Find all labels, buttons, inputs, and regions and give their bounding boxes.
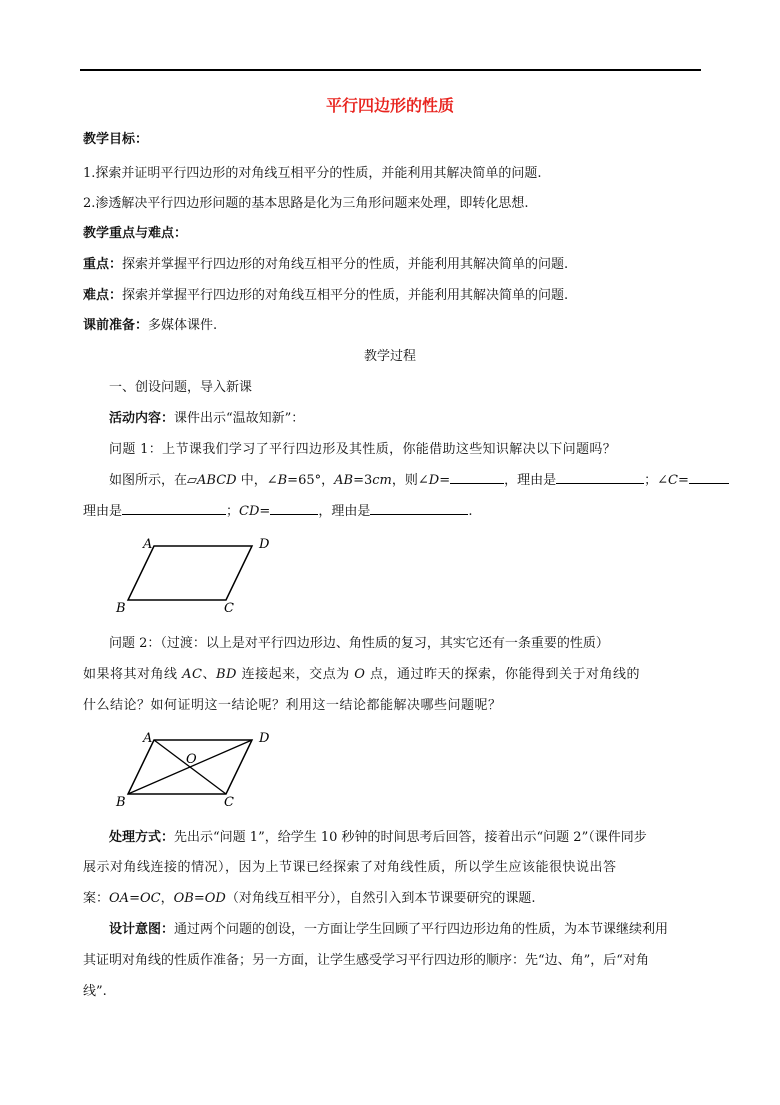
focus-line	[83, 253, 568, 272]
q1-text: =	[439, 473, 451, 488]
q1-line-1: 问题 1：上节课我们学习了平行四边形及其性质，你能借助这些知识解决以下问题吗？	[109, 442, 617, 457]
q1-text: 理由是	[83, 504, 123, 519]
intent-text-1: 通过两个问题的创设，一方面让学生回顾了平行四边形边角的性质，为本节课继续利用	[174, 922, 669, 937]
q1-text: =3	[353, 473, 373, 488]
activity-label: 活动内容：	[109, 411, 175, 426]
prep-label: 课前准备：	[83, 318, 149, 333]
focus-label: 重点：	[83, 257, 123, 272]
q1-cd: CD	[239, 504, 260, 519]
parallelogram-abcd	[128, 546, 252, 600]
method-line-3	[83, 887, 535, 906]
q1-line-3	[83, 500, 472, 519]
q1-text: ；	[226, 504, 240, 519]
vertex-label-a: A	[143, 731, 153, 746]
q1-angle-c: ∠C	[657, 473, 678, 488]
method-label: 处理方式：	[109, 830, 175, 845]
q2-text: 点，通过昨天的探索，你能得到关于对角线的	[365, 667, 641, 682]
q1-parallelogram: ▱ABCD	[187, 473, 237, 488]
method-text: （对角线互相平分），自然引入到本节课要研究的课题.	[225, 891, 536, 906]
intent-line-3: 线”.	[83, 984, 107, 999]
goal-item-2: 2.渗透解决平行四边形问题的基本思路是化为三角形问题来处理，即转化思想.	[83, 196, 529, 211]
activity-line	[109, 407, 304, 426]
method-text: =	[193, 891, 205, 906]
focus-text: 探索并掌握平行四边形的对角线互相平分的性质，并能利用其解决简单的问题.	[122, 257, 569, 272]
diagonal-bd	[128, 740, 252, 794]
header-rule	[80, 69, 701, 71]
difficulty-line	[83, 284, 568, 303]
q2-o: O	[354, 667, 366, 682]
q1-text: =	[677, 473, 689, 488]
method-line-1	[109, 826, 647, 845]
q1-text: ，理由是	[318, 504, 371, 519]
vertex-label-b: B	[116, 795, 126, 810]
difficulty-label: 难点：	[83, 288, 123, 303]
goal-item-1: 1.探索并证明平行四边形的对角线互相平分的性质，并能利用其解决简单的问题.	[83, 166, 542, 181]
q1-text: 中，	[236, 473, 267, 488]
vertex-label-d: D	[259, 537, 270, 552]
q2-line-1: 问题 2：（过渡：以上是对平行四边形边、角性质的复习，其实它还有一条重要的性质）	[109, 636, 609, 651]
intersection-label-o: O	[186, 752, 197, 767]
q1-angle-d: ∠D	[417, 473, 440, 488]
answer-blank-cd[interactable]	[270, 501, 318, 515]
q1-text: 如图所示，在	[109, 473, 188, 488]
page-title: 平行四边形的性质	[325, 96, 454, 115]
process-heading: 教学过程	[363, 349, 416, 364]
q2-ac: AC	[182, 667, 203, 682]
q1-text: ，理由是	[504, 473, 557, 488]
q1-unit: cm	[372, 473, 392, 488]
q1-line-2	[109, 469, 729, 488]
answer-blank-reason-2[interactable]	[122, 501, 226, 515]
vertex-label-c: C	[224, 795, 234, 810]
q1-angle-b: ∠B	[266, 473, 288, 488]
difficulty-text: 探索并掌握平行四边形的对角线互相平分的性质，并能利用其解决简单的问题.	[122, 288, 569, 303]
method-ob: OB	[173, 891, 194, 906]
q1-text: ；	[644, 473, 658, 488]
q2-text: 连接起来，交点为	[236, 667, 355, 682]
goals-heading: 教学目标：	[83, 132, 149, 147]
key-heading: 教学重点与难点：	[83, 226, 188, 241]
q1-ab: AB	[334, 473, 354, 488]
intent-line-2: 其证明对角线的性质作准备；另一方面，让学生感受学习平行四边形的顺序：先“边、角”，后“对角	[83, 953, 649, 968]
answer-blank-angle-c[interactable]	[689, 470, 729, 484]
vertex-label-a: A	[143, 537, 153, 552]
parallelogram-figure-1	[110, 532, 280, 616]
vertex-label-d: D	[259, 731, 270, 746]
q1-text: =	[259, 504, 271, 519]
parallelogram-figure-2	[110, 726, 280, 810]
q2-bd: BD	[216, 667, 237, 682]
q1-text: ，则	[391, 473, 418, 488]
vertex-label-c: C	[224, 601, 234, 616]
q1-text: =65°，	[287, 473, 335, 488]
method-text: =	[129, 891, 140, 906]
prep-line	[83, 314, 217, 333]
intent-label: 设计意图：	[109, 922, 175, 937]
vertex-label-b: B	[116, 601, 126, 616]
activity-text: 课件出示“温故知新”：	[174, 411, 305, 426]
section-1-heading: 一、创设问题，导入新课	[109, 380, 253, 395]
method-text-1: 先出示“问题 1”，给学生 10 秒钟的时间思考后回答，接着出示“问题 2”（课件同步	[174, 830, 647, 845]
q2-text: 、	[202, 667, 216, 682]
answer-blank-reason-3[interactable]	[370, 501, 468, 515]
prep-text: 多媒体课件.	[148, 318, 218, 333]
q1-text: .	[468, 504, 473, 519]
q2-line-2	[83, 663, 640, 682]
method-oa: OA	[109, 891, 130, 906]
method-text: 案：	[83, 891, 110, 906]
method-line-2: 展示对角线连接的情况），因为上节课已经探索了对角线性质，所以学生应该能很快说出答	[83, 860, 617, 875]
method-oc: OC	[139, 891, 161, 906]
q2-line-3: 什么结论？如何证明这一结论呢？利用这一结论都能解决哪些问题呢？	[83, 698, 502, 713]
intent-line-1	[109, 918, 668, 937]
q2-text: 如果将其对角线	[83, 667, 183, 682]
method-od: OD	[204, 891, 226, 906]
answer-blank-reason-1[interactable]	[556, 470, 644, 484]
method-text: ，	[160, 891, 174, 906]
answer-blank-angle-d[interactable]	[450, 470, 504, 484]
